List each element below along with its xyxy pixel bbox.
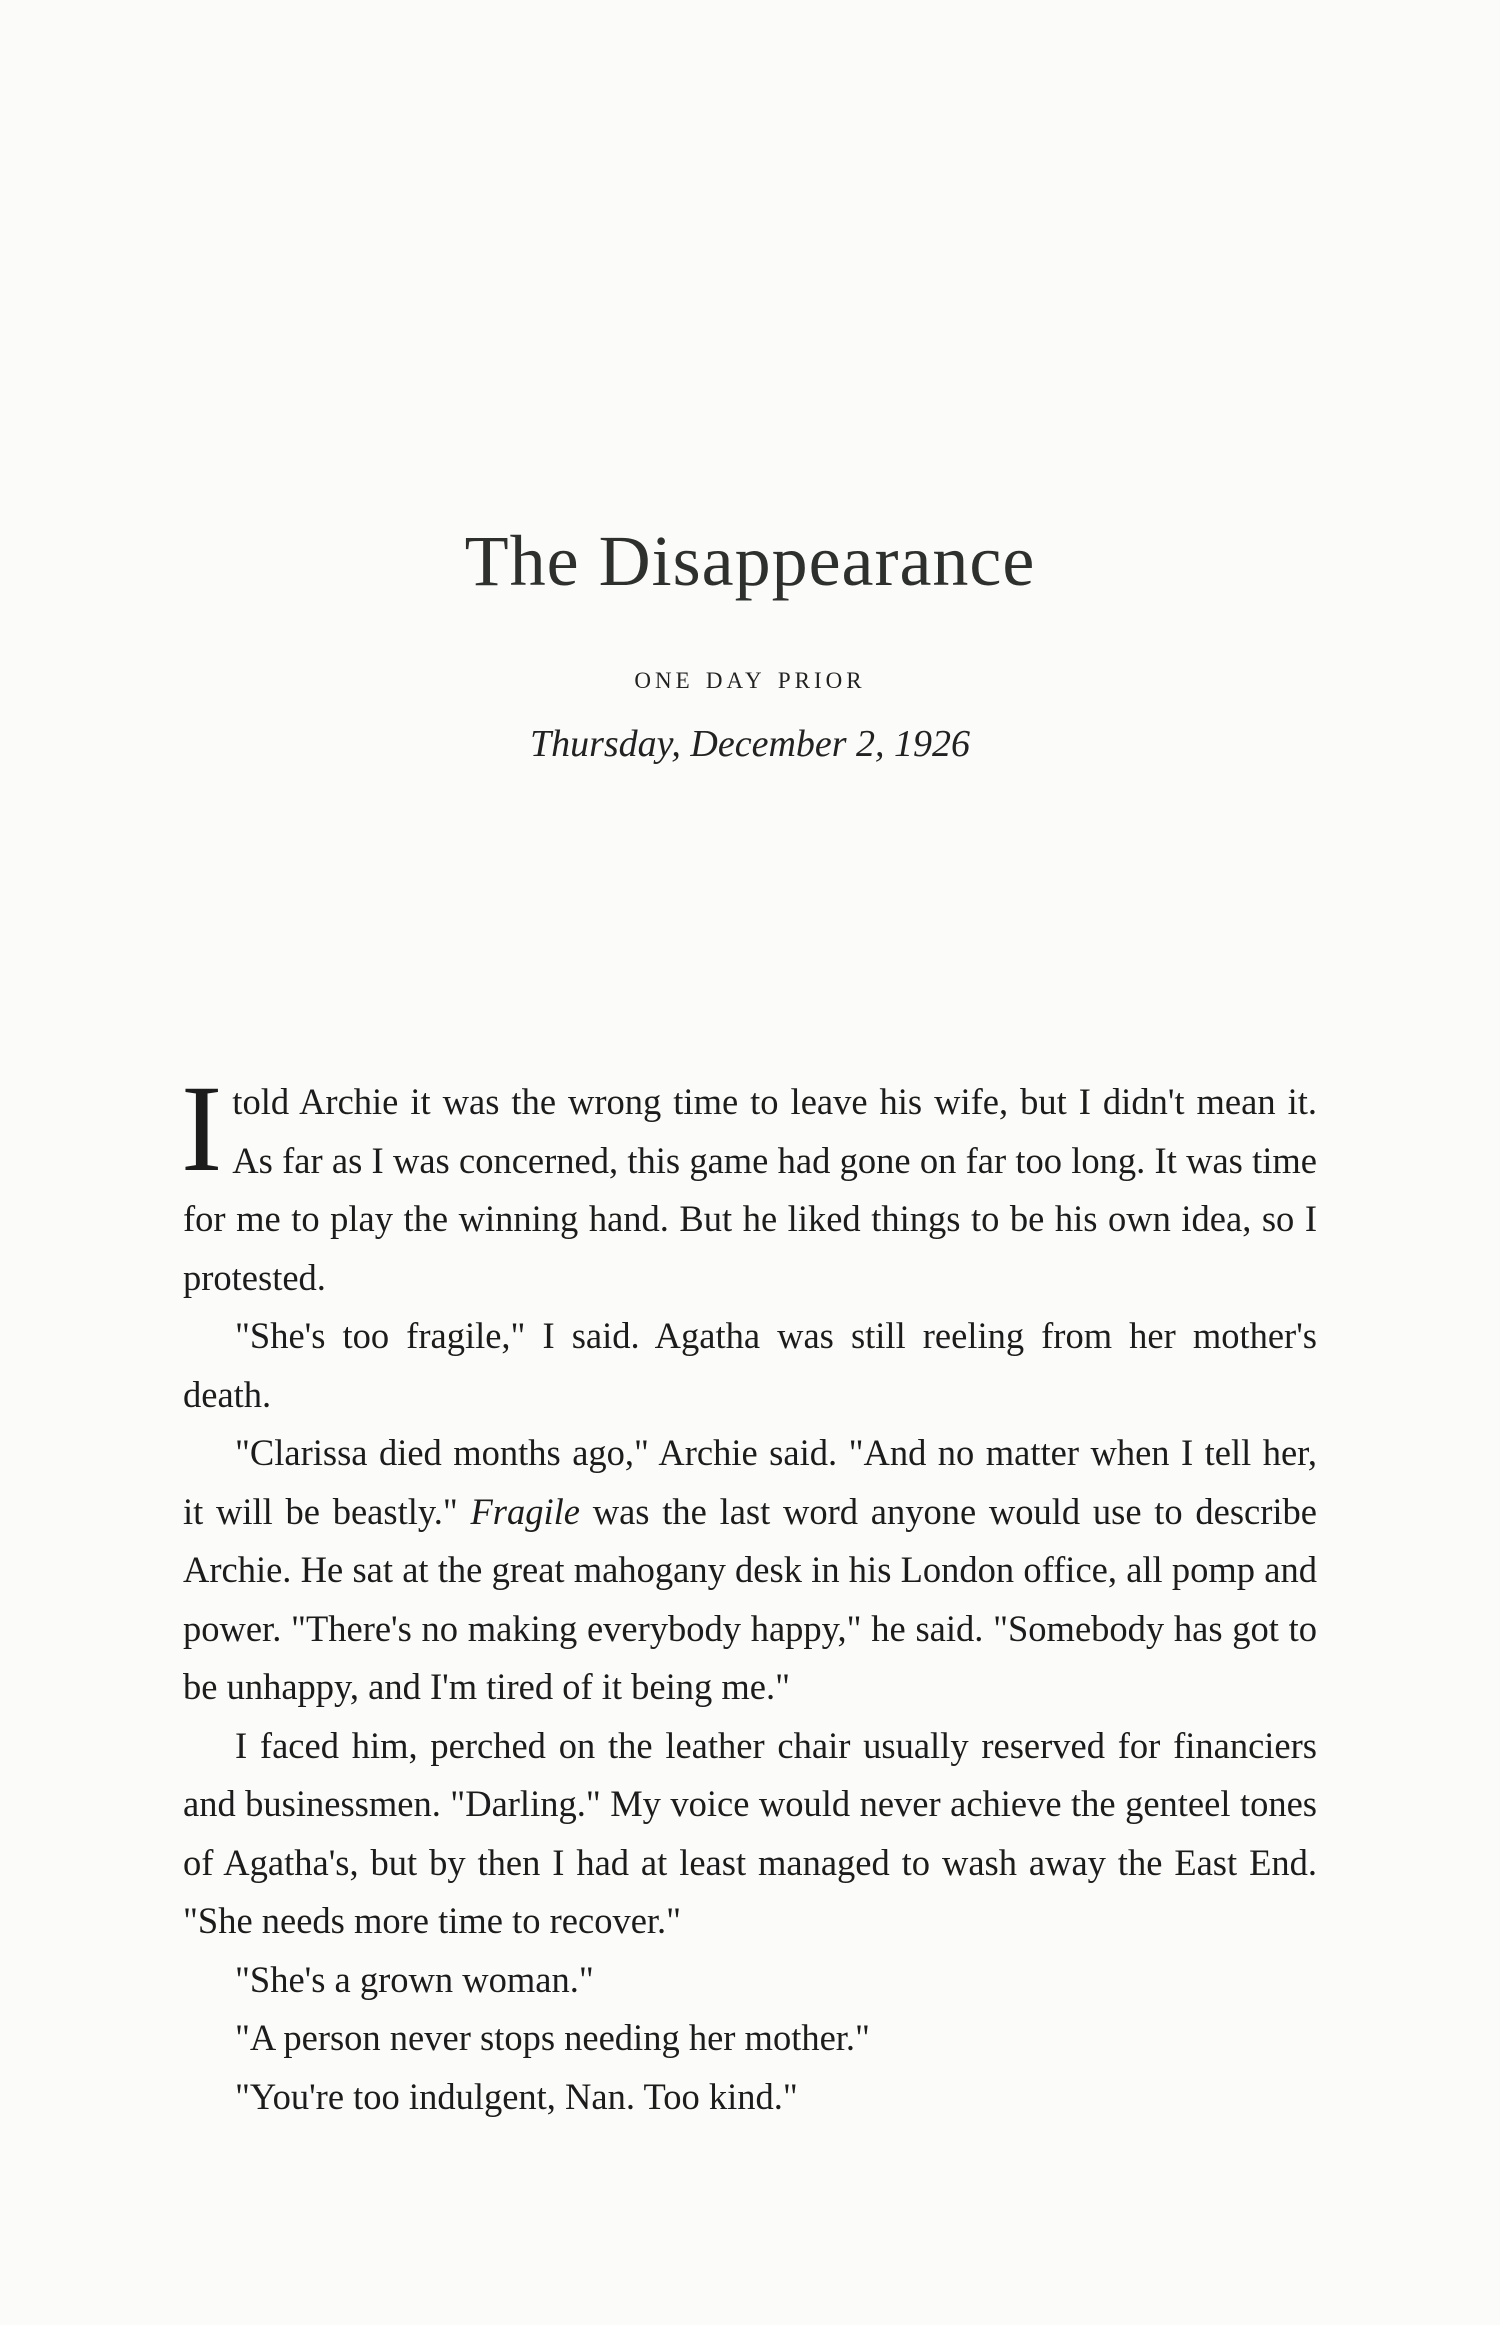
chapter-body — [181, 1060, 1317, 2126]
paragraph-6: "A person never stops needing her mother." — [235, 2017, 870, 2058]
paragraph-3-emphasis: Fragile — [470, 1490, 580, 1532]
paragraph-3 — [183, 1424, 1317, 1717]
chapter-title: The Disappearance — [464, 521, 1036, 601]
chapter-subtitle: one day prior — [634, 660, 866, 696]
paragraph-1 — [181, 1060, 1317, 1307]
paragraph-2: "She's too fragile," I said. Agatha was still reeling from her mother's death. — [183, 1315, 1317, 1415]
paragraph-7: "You're too indulgent, Nan. Too kind." — [235, 2075, 798, 2117]
paragraph-1-text: told Archie it was the wrong time to leave his wife, but I didn't mean it. As far as I was concerned, this game had gone on far too long. It was time for me to play the winning hand. But he liked things to be his own idea, so I protested. — [183, 1081, 1317, 1298]
paragraph-3-text-a: "Clarissa died months ago," Archie said. "And no matter when I tell her, it will be beastly." — [183, 1432, 1317, 1532]
chapter-date: Thursday, December 2, 1926 — [529, 723, 971, 765]
drop-cap: I — [181, 1060, 223, 1197]
paragraph-4: I faced him, perched on the leather chair usually reserved for financiers and businessmen. "Darling." My voice would never achieve the genteel tones of Agatha's, but by then I had at least managed to wash away the East End. "She needs more time to recover." — [183, 1724, 1317, 1941]
paragraph-5: "She's a grown woman." — [235, 1958, 594, 2000]
paragraph-3-text-b: was the last word anyone would use to describe Archie. He sat at the great mahogany desk in his London office, all pomp and power. "There's no making everybody happy," he said. "Somebody has got to be unhappy, and I'm tired of it being me." — [183, 1490, 1317, 1707]
